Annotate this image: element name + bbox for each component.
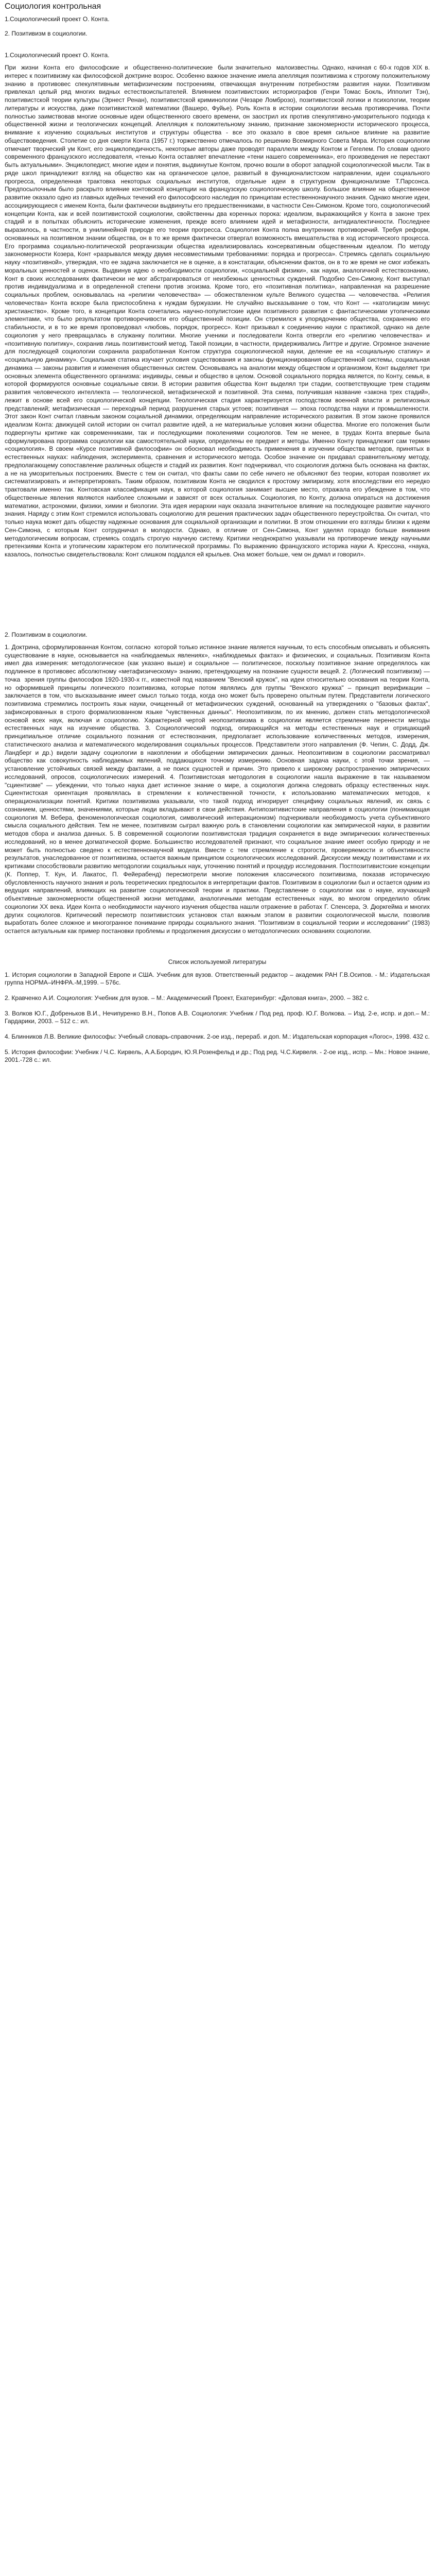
section-heading: 2. Позитивизм в социологии. xyxy=(5,631,88,638)
bibliography-item: 2. Кравченко А.И. Социология: Учебник для вузов. – М.: Академический Проект, Екатеринбург: «Деловая книга», 2000. – 382 с. xyxy=(5,994,369,1002)
bibliography-list xyxy=(5,971,430,1064)
section-body: При жизни Конта его философские и общественно-политические были значительно малоизвестны. Однако, начиная с 60-х годов XIX в. интерес к позитивизму как философской доктрине возрос. Особенно важное значение имела апелляция позитивизма к строгому положительному знанию в противовес спекулятивным метафизическим построениям, отвечающая внутренним потребностям развития науки. Позитивизм привлекал целый ряд многих видных естествоиспытателей. Влиянием позитивистских историографов (Генри Томас Бокль, Ипполит Тэн), позитивистской теории культуры (Эрнест Ренан), позитивистской криминологии (Чезаре Ломброзо), позитивистской логики и психологии, теории литературы и искусства, даже позитивистской математики (Вашеро, Фуйье). Роль Конта в истории социологии весьма противоречива. Почти полностью заимствовав многие основные идеи общественного своего времени, он заострил их против спекулятивно-умозрительного подхода к общественной жизни и теологических концепций. Апелляция к положительному знанию, признание закономерности исторического процесса, внимание к изучению социальных институтов и структуры общества - все это оказало в свое время сильное влияние на развитие обществоведения. Столетие со дня смерти Конта (1957 г.) торжественно отмечалось по решению Всемирного Совета Мира. История социологии отмечает творческий ум Конт, его энциклопедичность, некоторые авторы даже проводят параллели между Контом и Гегелем. По словам одного современного французского исследователя, «тенью Конта оставляет впечатление «тени нашего современника», его произведения не перестают быть актуальными». Энциклопедист, многие идеи и понятия, выдвинутые Контом, прочно вошли в оборот западной социологической мысли. Так в ряде школ принадлежит взгляд на общество как на органическое целое, развитый в функционалистском направлении, идеи социального прогресса, определенная трактовка некоторых социальных институтов, отдельные идеи в структурном функционализме Т.Парсонса. Предпосылочным было раскрыто влияние контовской концепции на французскую социологическую школу. Большое влияние на общественное развитие оказало одно из главных идейных течений его философского наследия по принципам естественнонаучного знания. Однако многие идеи, ассоциирующиеся с именем Конта, были фактически выдвинуты его предшественниками, в частности Сен-Симоном. Кроме того, социологический концепции Конта, как и всей позитивистской социологии, свойственны два коренных порока: идеализм, выражающийся у Конта в законе трех стадий и в попытках объяснить исторические изменения, прежде всего влиянием идей и метафизности, антидиалектичности. Последнее выразилось, в частности, в унилинейной природе его теории прогресса. Социология Конта полна внутренних противоречий. Требуя реформ, основанных на позитивном знании общества, он в то же время фактически отвергал возможность вмешательства в ход исторического процесса. Его программа социально-политической реорганизации общества идеализировалась консервативным общественным идеалом. По методу закономерности Козера, Конт «разрывался между двумя несовместимыми требованиями: порядка и прогресса». Стремясь сделать социальную науку «позитивной», утверждая, что ее задача заключается не в оценке, а в констатации, объяснении фактов, он в то же время не смог избежать моральных ценностей и оценок. Выдвинув идею о необходимости социологии, «социальной физики», как науки, аналогичной естествознанию, Конт в своих исследованиях фактически не мог абстрагироваться от неизбежных ценностных суждений. Подобно Сен-Симону, Конт выступал против индивидуализма и в определенной степени против эгоизма. Кроме того, его «позитивная политика», направленная на разрешение социальных проблем, основывалась на «религии человечества» — обожествленном культе Великого существа — человечества. «Религия человечества» Конта вскоре была приспособлена к нуждам буржуазии. Не случайно высказывание о том, что Конт — «католицизм минус христианство». Кроме того, в концепции Конта сочетались научно-популистские идеи позитивного развития с фантастическими утопическими элементами, что было результатом противоречивости его общественной позиции. Он стремился к упорядочению общества, сохранению его стабильности, и в то же время проповедовал «любовь, порядок, прогресс». Конт призывал к соединению науки с практикой, однако на деле социология у него превращалась в служанку политики. Многие ученики и последователи Конта отвергли его «религию человечества» и «позитивную политику», сохранив лишь позитивистский метод. Такой позиции, в частности, придерживались Литтре и другие. Огромное значение для последующей социологии сохранила разработанная Контом структура социологической науки, деление ее на «социальную статику» и «социальную динамику». Социальная статика изучает условия существования и законы функционирования общественной системы, социальная динамика — законы развития и изменения общественных систем. Основываясь на аналогии между обществом и организмом, Конт выделяет три основных элемента общественного организма: индивиды, семьи и общество в целом. Основой социального порядка является, по Конту, семья, в которой формируются основные социальные связи. В истории развития общества Конт выделял три стадии, соответствующие трем стадиям развития человеческого интеллекта — теологической, метафизической и позитивной. Эта схема, получившая название «закона трех стадий», лежит в основе всей его социологической концепции. Теологическая стадия характеризуется господством военной власти и религиозных представлений; метафизическая — переходный период разрушения старых устоев; позитивная — эпоха господства науки и промышленности. Этот закон Конт считал главным законом социальной динамики, определяющим направление исторического развития. В этом законе проявился идеализм Конта: движущей силой истории он считал развитие идей, а не материальные условия жизни общества. Многие его положения были подвергнуты критике как современниками, так и последующими поколениями социологов. Тем не менее, в трудах Конта впервые была сформулирована программа социологии как самостоятельной науки, определены ее предмет и методы. Именно Конту принадлежит сам термин «социология». В своем «Курсе позитивной философии» он обосновал необходимость применения в изучении общества методов, принятых в естественных науках: наблюдения, эксперимента, сравнения и исторического метода. Особое значение он придавал сравнительному методу, предполагающему сопоставление различных обществ и стадий их развития. Конт подчеркивал, что социология должна быть основана на фактах, а не на умозрительных построениях. Вместе с тем он считал, что факты сами по себе ничего не объясняют без теории, которая позволяет их систематизировать и интерпретировать. Таким образом, позитивизм Конта не сводился к простому эмпиризму, хотя впоследствии его нередко трактовали именно так. Контовская классификация наук, в которой социология занимает высшее место, отражала его убеждение в том, что общественные явления являются наиболее сложными и зависят от всех остальных. Социология, по Конту, должна опираться на достижения математики, астрономии, физики, химии и биологии. Эта идея иерархии наук оказала значительное влияние на последующее развитие научного знания. Наряду с этим Конт стремился использовать социологию для решения практических задач общественного переустройства. Он считал, что только наука может дать обществу надежные основания для социальной организации и политики. В этом отношении его взгляды близки к идеям Сен-Симона, с которым Конт сотрудничал в молодости. Однако, в отличие от Сен-Симона, Конт уделял гораздо больше внимания методологическим вопросам, стремясь создать строгую научную систему. Критики неоднократно указывали на противоречие между научными претензиями Конта и утопическим характером его политической программы. По выражению французского историка науки А. Крессона, «наука, казалось, полностью свидетельствовала: Конт слишком поддался ей крыльев. Она может больше, чем он думал и говорил». xyxy=(5,64,432,558)
section-positivism xyxy=(5,631,430,936)
document xyxy=(5,2,430,1072)
bibliography xyxy=(5,958,430,1064)
table-of-contents xyxy=(5,15,430,38)
toc-item-1: 1.Социологический проект О. Конта. xyxy=(5,15,110,23)
section-comte xyxy=(5,52,430,559)
bibliography-heading: Список используемой литературы xyxy=(168,958,267,965)
toc-item-2: 2. Позитивизм в социологии. xyxy=(5,30,88,37)
bibliography-item: 1. История социологии в Западной Европе и США. Учебник для вузов. Ответственный редактор – академик РАН Г.В.Осипов. - М.: Издательская группа НОРМА–ИНФРА.-М,1999. – 576с. xyxy=(5,971,430,986)
bibliography-item: 4. Блинников Л.В. Великие философы: Учебный словарь-справочник. 2-ое изд., перераб. и доп. М.: Издательская корпорация «Логос», 1998. 432 с. xyxy=(5,1032,430,1040)
section-body: 1. Доктрина, сформулированная Контом, согласно которой только истинное знание является научным, то есть способным описывать и объяснять существование в науке, основывается на «наблюдаемых явлениях», «наблюдаемых фактах» и физических, и социальных. Позитивизм Конта имел два измерения: методологическое (как указано выше) и социальное — политическое, поскольку позитивное знание определялось как подлинное в противовес абсолютному «метафизическому» знанию, претендующему на познание сущности вещей. 2. (Логический позитивизм) — точка зрения группы философов 1920-1930-х гг., известной под названием "Венский кружок", на идеи относительно основания на теории Конта, но оформившей принципы логического позитивизма, которые потом являлись для группы "Венского кружка" – принцип верификации – заключается в том, что высказывание имеет смысл только тогда, когда оно может быть проверено опытным путем. Представители логического позитивизма стремились построить язык науки, очищенный от метафизических суждений, основанный на утверждениях о "базовых фактах", зафиксированных в строго формализованном языке "чувственных данных". Неопозитивизм, по их мнению, должен стать методологической основой всех наук, включая и социологию. Характерной чертой неопозитивизма в социологии является стремление перенести методы естественных наук на изучение общества. 3. Социологический подход, опирающийся на методы естественных наук и отрицающий принципиальное отличие социального познания от естествознания, предполагает использование количественных методов, измерения, статистического анализа и математического моделирования социальных процессов. Представители этого направления (Ф. Чепин, С. Додд, Дж. Ландберг и др.) видели задачу социологии в накоплении и обобщении эмпирических данных. Неопозитивизм в социологии рассматривал общество как совокупность наблюдаемых явлений, поддающихся точному измерению. Основная задача науки, с этой точки зрения, — установление устойчивых связей между фактами, а не поиск сущностей и причин. Это привело к широкому распространению эмпирических исследований, опросов, социологических измерений. 4. Позитивистская методология в социологии нашла выражение в так называемом "сциентизме" — убеждении, что только наука дает истинное знание о мире, а социология должна следовать образцу естественных наук. Сциентистская ориентация проявлялась в стремлении к количественной точности, к использованию математических методов, к операционализации понятий. Критики позитивизма указывали, что такой подход игнорирует специфику социальных явлений, их связь с сознанием, ценностями, значениями, которые люди вкладывают в свои действия. Антипозитивистские направления в социологии (понимающая социология М. Вебера, феноменологическая социология, символический интеракционизм) подчеркивали необходимость учета субъективного смысла социального действия. Тем не менее, позитивизм сыграл важную роль в становлении социологии как эмпирической науки, в развитии методов сбора и анализа данных. 5. В современной социологии позитивистская традиция сохраняется в виде эмпирических количественных исследований, но в менее догматической форме. Большинство исследователей признают, что социальное знание имеет особую природу и не может быть полностью сведено к естественнонаучной модели. Вместе с тем стремление к строгости, проверяемости и объективности результатов, унаследованное от позитивизма, остается важным принципом социологических исследований. Дискуссии между позитивистами и их критиками способствовали развитию методологии социальных наук, уточнению понятий и процедур исследования. Постпозитивистские концепции (К. Поппер, Т. Кун, И. Лакатос, П. Фейерабенд) пересмотрели многие положения классического позитивизма, показав историческую обусловленность научного знания и роль теоретических предпосылок в интерпретации фактов. Позитивизм в социологии был и остается одним из ведущих направлений, влияющих на развитие социологической теории и практики. Представление о социологии как о науке, изучающей объективные закономерности общественной жизни методами, аналогичными методам естественных наук, во многом определило облик социологии XX века. Идеи Конта о необходимости научного изучения общества нашли отражение в работах Г. Спенсера, Э. Дюркгейма и многих других социологов. Критический пересмотр позитивистских установок стал важным этапом в развитии социологической мысли, позволив выработать более сложное и многогранное понимание природы социального знания. "Позитивизм в социальной теории и исследовании" (1983) остается актуальным как пример постановки проблемы и продолжения дискуссии о методологических основаниях социологии. xyxy=(5,643,432,935)
section-heading: 1.Социологический проект О. Конта. xyxy=(5,52,110,59)
document-title: Социология контрольная xyxy=(5,2,101,11)
bibliography-item: 5. История философии: Учебник / Ч.С. Кирвель, А.А.Бородич, Ю.Я.Розенфельд и др.; Под ред. Ч.С.Кирвеля. - 2-ое изд., испр. – Мн.: Новое знание, 2001.-728 с.: ил. xyxy=(5,1048,430,1063)
bibliography-item: 3. Волков Ю.Г., Добреньков В.И., Нечипуренко В.Н., Попов А.В. Социология: Учебник / Под ред. проф. Ю.Г. Волкова. – Изд. 2-е, испр. и доп.– М.: Гардарики, 2003. – 512 с.: ил. xyxy=(5,1009,430,1025)
